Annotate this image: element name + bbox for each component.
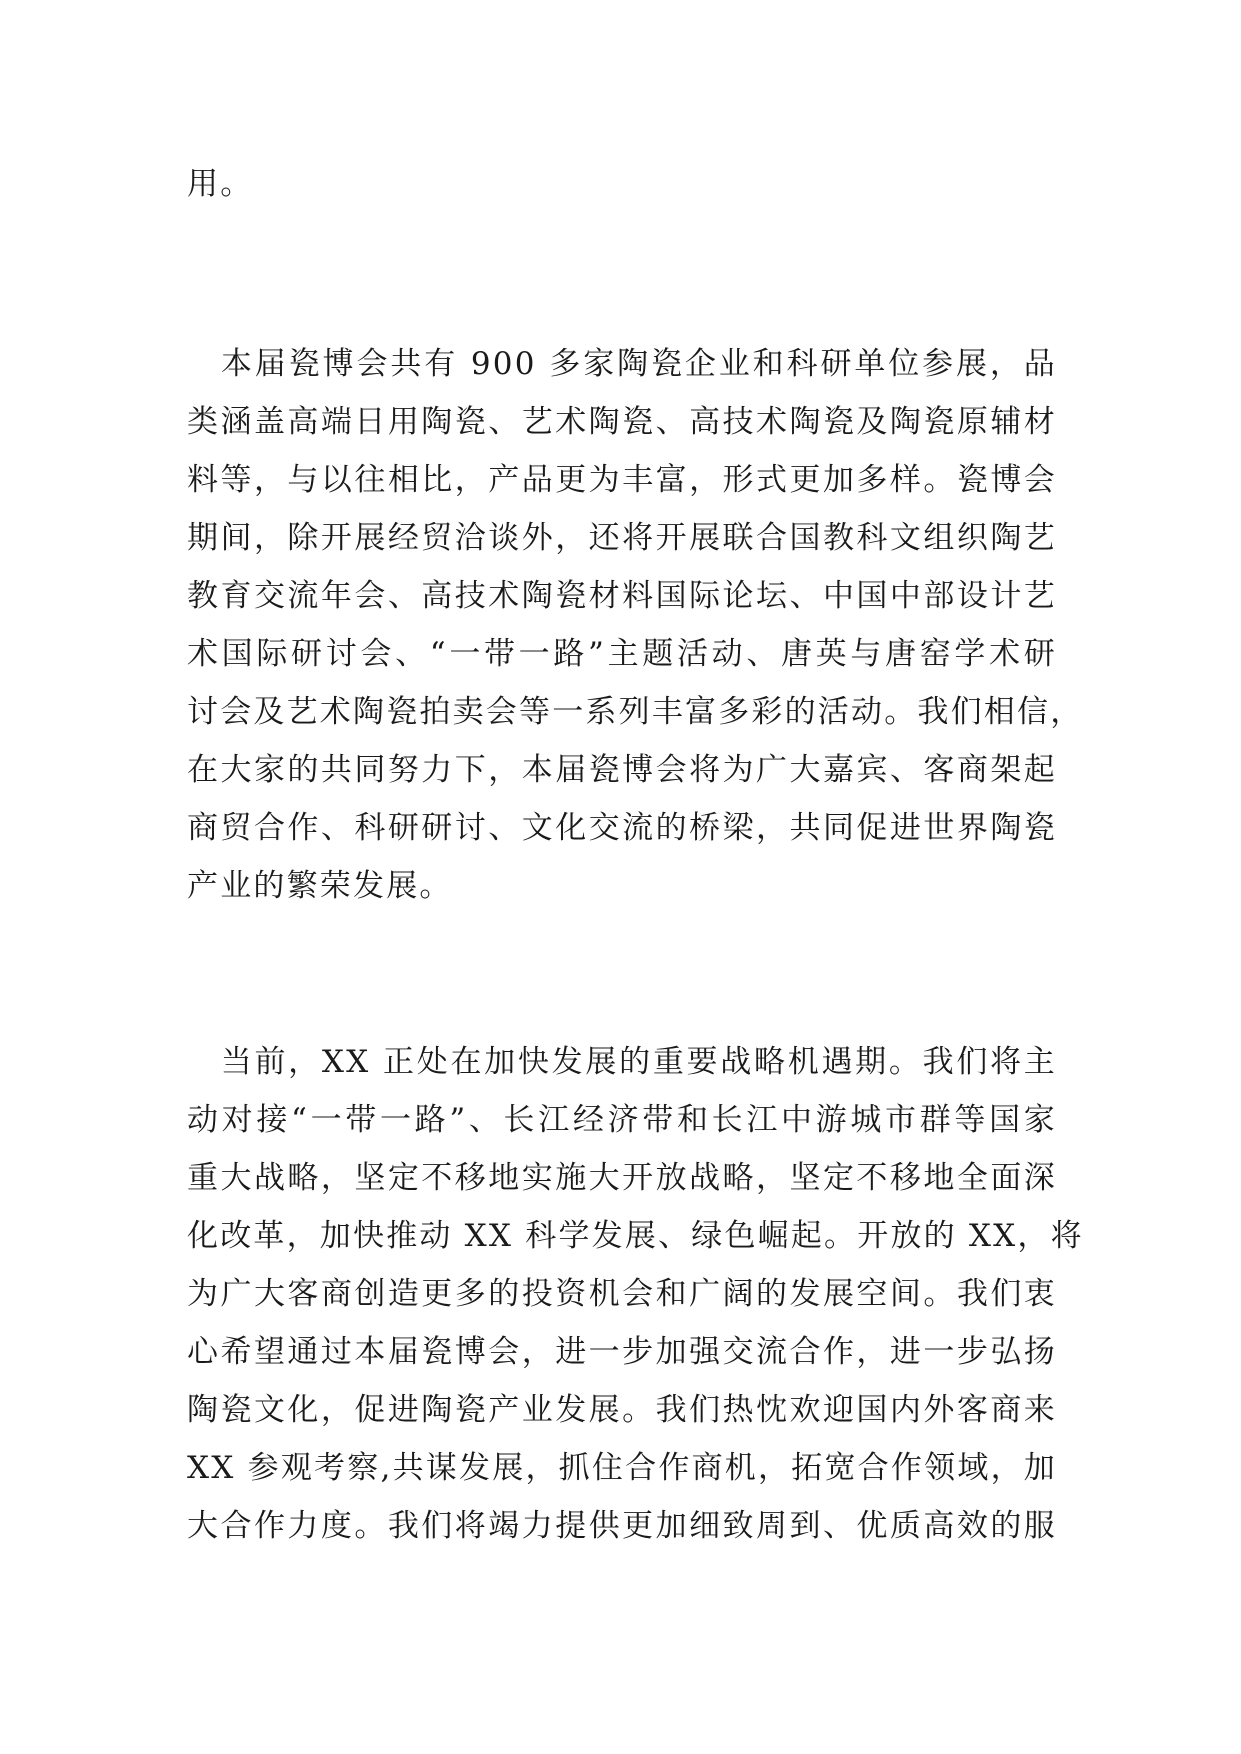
text-line: 类涵盖高端日用陶瓷、艺术陶瓷、高技术陶瓷及陶瓷原辅材 — [187, 404, 1057, 440]
paragraph-3 — [187, 1033, 1084, 1555]
text-line: 当前，XX 正处在加快发展的重要战略机遇期。我们将主 — [187, 1044, 1057, 1080]
text-line: 心希望通过本届瓷博会，进一步加强交流合作，进一步弘扬 — [187, 1334, 1057, 1370]
paragraph-2 — [187, 335, 1084, 915]
text-line: 动对接“一带一路”、长江经济带和长江中游城市群等国家 — [187, 1102, 1057, 1138]
text-line: 本届瓷博会共有 900 多家陶瓷企业和科研单位参展，品 — [187, 346, 1057, 382]
text-line: 讨会及艺术陶瓷拍卖会等一系列丰富多彩的活动。我们相信， — [187, 694, 1084, 730]
text-line: 化改革，加快推动 XX 科学发展、绿色崛起。开放的 XX，将 — [187, 1218, 1084, 1254]
text-line: XX 参观考察,共谋发展，抓住合作商机，拓宽合作领域，加 — [187, 1450, 1057, 1486]
paragraph-1 — [187, 155, 1057, 213]
text-line: 在大家的共同努力下，本届瓷博会将为广大嘉宾、客商架起 — [187, 752, 1057, 788]
text-line: 料等，与以往相比，产品更为丰富，形式更加多样。瓷博会 — [187, 462, 1057, 498]
text-line: 产业的繁荣发展。 — [187, 868, 453, 904]
text-line: 术国际研讨会、“一带一路”主题活动、唐英与唐窑学术研 — [187, 636, 1057, 672]
text-line: 重大战略，坚定不移地实施大开放战略，坚定不移地全面深 — [187, 1160, 1057, 1196]
text-line: 陶瓷文化，促进陶瓷产业发展。我们热忱欢迎国内外客商来 — [187, 1392, 1057, 1428]
text-line: 为广大客商创造更多的投资机会和广阔的发展空间。我们衷 — [187, 1276, 1057, 1312]
text-line: 大合作力度。我们将竭力提供更加细致周到、优质高效的服 — [187, 1508, 1057, 1544]
text-line: 教育交流年会、高技术陶瓷材料国际论坛、中国中部设计艺 — [187, 578, 1057, 614]
text-line: 期间，除开展经贸洽谈外，还将开展联合国教科文组织陶艺 — [187, 520, 1057, 556]
text-line: 用。 — [187, 166, 254, 202]
text-line: 商贸合作、科研研讨、文化交流的桥梁，共同促进世界陶瓷 — [187, 810, 1057, 846]
